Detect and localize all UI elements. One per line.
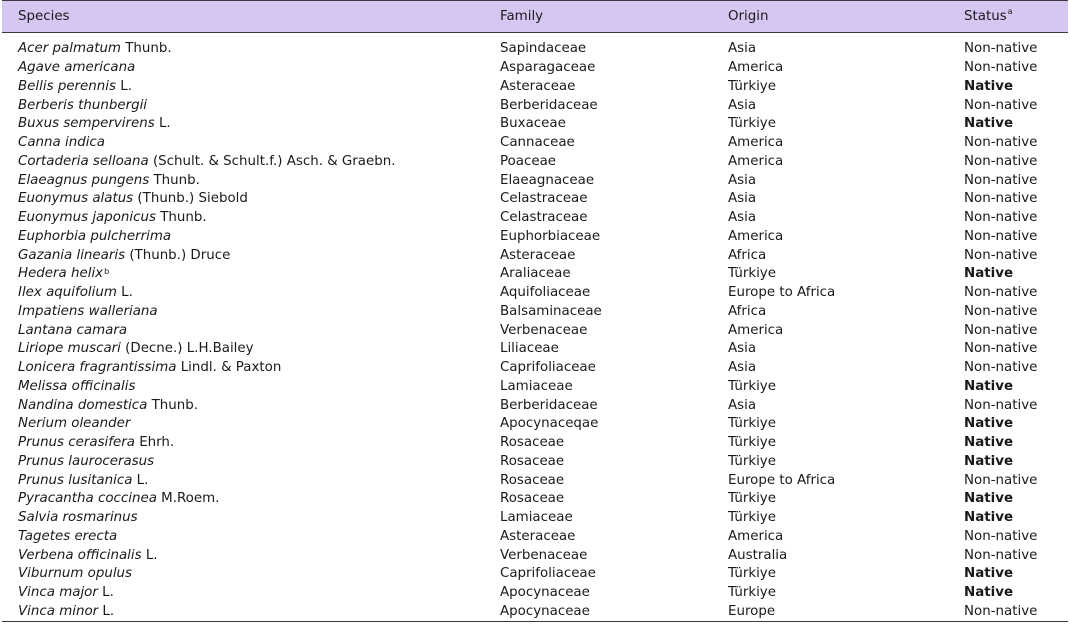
origin-cell: Türkiye: [728, 435, 776, 451]
table-row: [2, 265, 1068, 284]
species-name: Vinca minor: [18, 603, 99, 619]
table-row: [2, 40, 1068, 59]
species-name: Salvia rosmarinus: [18, 510, 138, 526]
species-cell: [2, 209, 500, 228]
family-cell: Apocynaceae: [500, 585, 590, 601]
origin-cell: America: [728, 228, 784, 244]
species-authority: L.: [154, 116, 171, 132]
species-cell: [2, 434, 500, 453]
origin-cell: Asia: [728, 172, 757, 188]
column-header-origin: Origin: [728, 1, 964, 33]
origin-cell: Asia: [728, 41, 757, 57]
origin-cell: America: [728, 153, 784, 169]
status-cell: Native: [964, 416, 1014, 432]
species-name: Canna indica: [18, 135, 105, 151]
status-cell: Non-native: [964, 285, 1038, 301]
origin-cell: America: [728, 60, 784, 76]
species-cell: [2, 359, 500, 378]
family-cell: Sapindaceae: [500, 41, 587, 57]
family-cell: Aquifoliaceae: [500, 285, 591, 301]
status-cell: Non-native: [964, 303, 1038, 319]
status-cell: Non-native: [964, 60, 1038, 76]
family-cell: Verbenaceae: [500, 322, 588, 338]
species-authority: Ehrh.: [134, 435, 175, 451]
table-row: [2, 246, 1068, 265]
species-cell: [2, 190, 500, 209]
origin-cell: Türkiye: [728, 378, 776, 394]
table-row: [2, 134, 1068, 153]
species-cell: [2, 490, 500, 509]
origin-cell: Türkiye: [728, 491, 776, 507]
status-cell: Non-native: [964, 547, 1038, 563]
species-authority: Thunb.: [155, 210, 207, 226]
species-authority: L.: [141, 547, 158, 563]
origin-cell: Australia: [728, 547, 788, 563]
family-cell: Caprifoliaceae: [500, 566, 596, 582]
status-cell: Non-native: [964, 135, 1038, 151]
species-name: Cortaderia selloana: [18, 153, 149, 169]
table-row: [2, 284, 1068, 303]
family-cell: Euphorbiaceae: [500, 228, 601, 244]
table-row: [2, 453, 1068, 472]
species-footnote-marker: b: [104, 267, 110, 277]
table-row: [2, 528, 1068, 547]
table-body: [2, 33, 1068, 622]
status-cell: Non-native: [964, 97, 1038, 113]
status-cell: Native: [964, 116, 1014, 132]
origin-cell: Europe: [728, 603, 964, 622]
species-cell: [2, 78, 500, 97]
species-cell: [2, 153, 500, 172]
origin-cell: Europe to Africa: [728, 285, 836, 301]
species-cell: [2, 171, 500, 190]
family-cell: Apocynaceae: [500, 603, 728, 622]
status-cell: Native: [964, 378, 1014, 394]
table-row: [2, 509, 1068, 528]
family-cell: Poaceae: [500, 153, 557, 169]
origin-cell: Asia: [728, 397, 757, 413]
origin-cell: America: [728, 322, 784, 338]
species-cell: [2, 228, 500, 247]
family-cell: Asteraceae: [500, 78, 576, 94]
table-row: [2, 378, 1068, 397]
species-name: Gazania linearis: [18, 247, 126, 263]
status-cell: Native: [964, 78, 1014, 94]
column-header-status-label: Status: [964, 9, 1007, 24]
table-row: [2, 490, 1068, 509]
species-cell: [2, 40, 500, 59]
origin-cell: Europe to Africa: [728, 472, 836, 488]
species-name: Hedera helix: [18, 266, 104, 282]
family-cell: Caprifoliaceae: [500, 360, 596, 376]
status-cell: Non-native: [964, 528, 1038, 544]
origin-cell: Türkiye: [728, 510, 776, 526]
table-row: [2, 340, 1068, 359]
origin-cell: Asia: [728, 191, 757, 207]
table-row: [2, 565, 1068, 584]
table-row: [2, 78, 1068, 97]
family-cell: Celastraceae: [500, 210, 588, 226]
family-cell: Liliaceae: [500, 341, 559, 357]
status-cell: Non-native: [964, 603, 1068, 622]
status-cell: Non-native: [964, 153, 1038, 169]
species-name: Elaeagnus pungens: [18, 172, 150, 188]
species-name: Impatiens walleriana: [18, 303, 158, 319]
status-cell: Native: [964, 566, 1014, 582]
family-cell: Lamiaceae: [500, 510, 573, 526]
status-cell: Non-native: [964, 341, 1038, 357]
status-footnote-marker: a: [1007, 7, 1013, 16]
species-cell: [2, 471, 500, 490]
family-cell: Asteraceae: [500, 247, 576, 263]
origin-cell: Türkiye: [728, 566, 776, 582]
species-cell: [2, 584, 500, 603]
family-cell: Apocynaceqae: [500, 416, 599, 432]
table-row: [2, 96, 1068, 115]
table-row: [2, 115, 1068, 134]
status-cell: Native: [964, 266, 1014, 282]
species-authority: (Thunb.) Druce: [125, 247, 231, 263]
origin-cell: Türkiye: [728, 266, 776, 282]
family-cell: Lamiaceae: [500, 378, 573, 394]
species-cell: [2, 265, 500, 284]
table-row: [2, 359, 1068, 378]
species-name: Pyracantha coccinea: [18, 491, 157, 507]
family-cell: Elaeagnaceae: [500, 172, 595, 188]
origin-cell: Türkiye: [728, 116, 776, 132]
species-authority: L.: [132, 472, 149, 488]
species-cell: [2, 303, 500, 322]
table-row: [2, 321, 1068, 340]
species-table: [2, 0, 1068, 622]
species-authority: L.: [97, 585, 114, 601]
table-row: [2, 209, 1068, 228]
species-authority: Thunb.: [147, 397, 199, 413]
species-cell: [2, 528, 500, 547]
species-name: Agave americana: [18, 60, 136, 76]
species-cell: [2, 546, 500, 565]
table-row: [2, 59, 1068, 78]
species-cell: [2, 340, 500, 359]
family-cell: Celastraceae: [500, 191, 588, 207]
family-cell: Rosaceae: [500, 453, 565, 469]
species-name: Berberis thunbergii: [18, 97, 148, 113]
species-name: Euphorbia pulcherrima: [18, 228, 172, 244]
species-cell: [2, 246, 500, 265]
origin-cell: Asia: [728, 210, 757, 226]
table-row: [2, 546, 1068, 565]
species-name: Nandina domestica: [18, 397, 148, 413]
origin-cell: Africa: [728, 303, 767, 319]
table-row: [2, 603, 1068, 622]
species-authority: L.: [116, 285, 133, 301]
species-name: Vinca major: [18, 585, 98, 601]
status-cell: Non-native: [964, 210, 1038, 226]
family-cell: Asparagaceae: [500, 60, 596, 76]
table-row: [2, 584, 1068, 603]
table-row: [2, 415, 1068, 434]
species-name: Euonymus alatus: [18, 191, 134, 207]
status-cell: Native: [964, 435, 1014, 451]
status-cell: Non-native: [964, 322, 1038, 338]
origin-cell: Asia: [728, 97, 757, 113]
column-header-species: Species: [2, 1, 500, 33]
status-cell: Native: [964, 491, 1014, 507]
species-authority: (Decne.) L.H.Bailey: [120, 341, 254, 357]
family-cell: Araliaceae: [500, 266, 571, 282]
species-cell: [2, 509, 500, 528]
species-authority: L.: [98, 603, 115, 619]
species-authority: (Schult. & Schult.f.) Asch. & Graebn.: [148, 153, 396, 169]
table-row: [2, 434, 1068, 453]
species-table-container: [2, 0, 1068, 622]
species-name: Melissa officinalis: [18, 378, 136, 394]
origin-cell: America: [728, 528, 784, 544]
species-cell: [2, 453, 500, 472]
status-cell: Non-native: [964, 472, 1038, 488]
status-cell: Non-native: [964, 247, 1038, 263]
status-cell: Non-native: [964, 228, 1038, 244]
species-name: Liriope muscari: [18, 341, 121, 357]
species-authority: Thunb.: [149, 172, 200, 188]
status-cell: Non-native: [964, 172, 1038, 188]
species-authority: Lindl. & Paxton: [176, 360, 282, 376]
species-cell: [2, 284, 500, 303]
origin-cell: Asia: [728, 341, 757, 357]
status-cell: Non-native: [964, 397, 1038, 413]
family-cell: Balsaminaceae: [500, 303, 602, 319]
species-authority: Thunb.: [120, 41, 172, 57]
family-cell: Berberidaceae: [500, 97, 598, 113]
species-cell: [2, 378, 500, 397]
species-cell: [2, 115, 500, 134]
family-cell: Verbenaceae: [500, 547, 588, 563]
species-cell: [2, 565, 500, 584]
species-name: Lantana camara: [18, 322, 128, 338]
family-cell: Asteraceae: [500, 528, 576, 544]
species-name: Ilex aquifolium: [18, 285, 117, 301]
species-name: Tagetes erecta: [18, 528, 118, 544]
species-authority: L.: [115, 78, 132, 94]
species-name: Prunus lusitanica: [18, 472, 133, 488]
species-cell: [2, 603, 500, 622]
table-row: [2, 471, 1068, 490]
table-header: [2, 1, 1068, 33]
status-cell: Non-native: [964, 191, 1038, 207]
status-cell: Native: [964, 453, 1014, 469]
species-cell: [2, 415, 500, 434]
species-name: Prunus cerasifera: [18, 435, 135, 451]
status-cell: Non-native: [964, 41, 1038, 57]
table-row: [2, 190, 1068, 209]
family-cell: Rosaceae: [500, 435, 565, 451]
family-cell: Berberidaceae: [500, 397, 598, 413]
species-authority: (Thunb.) Siebold: [133, 191, 248, 207]
table-row: [2, 396, 1068, 415]
species-cell: [2, 396, 500, 415]
species-name: Acer palmatum: [18, 41, 121, 57]
origin-cell: Türkiye: [728, 416, 776, 432]
species-cell: [2, 96, 500, 115]
origin-cell: Türkiye: [728, 453, 776, 469]
origin-cell: Türkiye: [728, 78, 776, 94]
species-name: Bellis perennis: [18, 78, 116, 94]
species-cell: [2, 134, 500, 153]
status-cell: Native: [964, 510, 1014, 526]
table-row: [2, 171, 1068, 190]
family-cell: Rosaceae: [500, 472, 565, 488]
column-header-family: Family: [500, 1, 728, 33]
species-name: Verbena officinalis: [18, 547, 142, 563]
table-row: [2, 228, 1068, 247]
species-name: Lonicera fragrantissima: [18, 360, 177, 376]
status-cell: Non-native: [964, 360, 1038, 376]
column-header-status: [964, 1, 1068, 33]
table-spacer-row: [2, 33, 1068, 41]
species-name: Euonymus japonicus: [18, 210, 156, 226]
origin-cell: Africa: [728, 247, 767, 263]
species-cell: [2, 59, 500, 78]
family-cell: Buxaceae: [500, 116, 566, 132]
origin-cell: Türkiye: [728, 585, 776, 601]
species-name: Prunus laurocerasus: [18, 453, 155, 469]
species-name: Viburnum opulus: [18, 566, 133, 582]
species-cell: [2, 321, 500, 340]
status-cell: Native: [964, 585, 1014, 601]
family-cell: Cannaceae: [500, 135, 575, 151]
header-row: [2, 1, 1068, 33]
species-name: Nerium oleander: [18, 416, 131, 432]
table-row: [2, 303, 1068, 322]
origin-cell: America: [728, 135, 784, 151]
species-name: Buxus sempervirens: [18, 116, 155, 132]
origin-cell: Asia: [728, 360, 757, 376]
family-cell: Rosaceae: [500, 491, 565, 507]
table-row: [2, 153, 1068, 172]
species-authority: M.Roem.: [156, 491, 220, 507]
